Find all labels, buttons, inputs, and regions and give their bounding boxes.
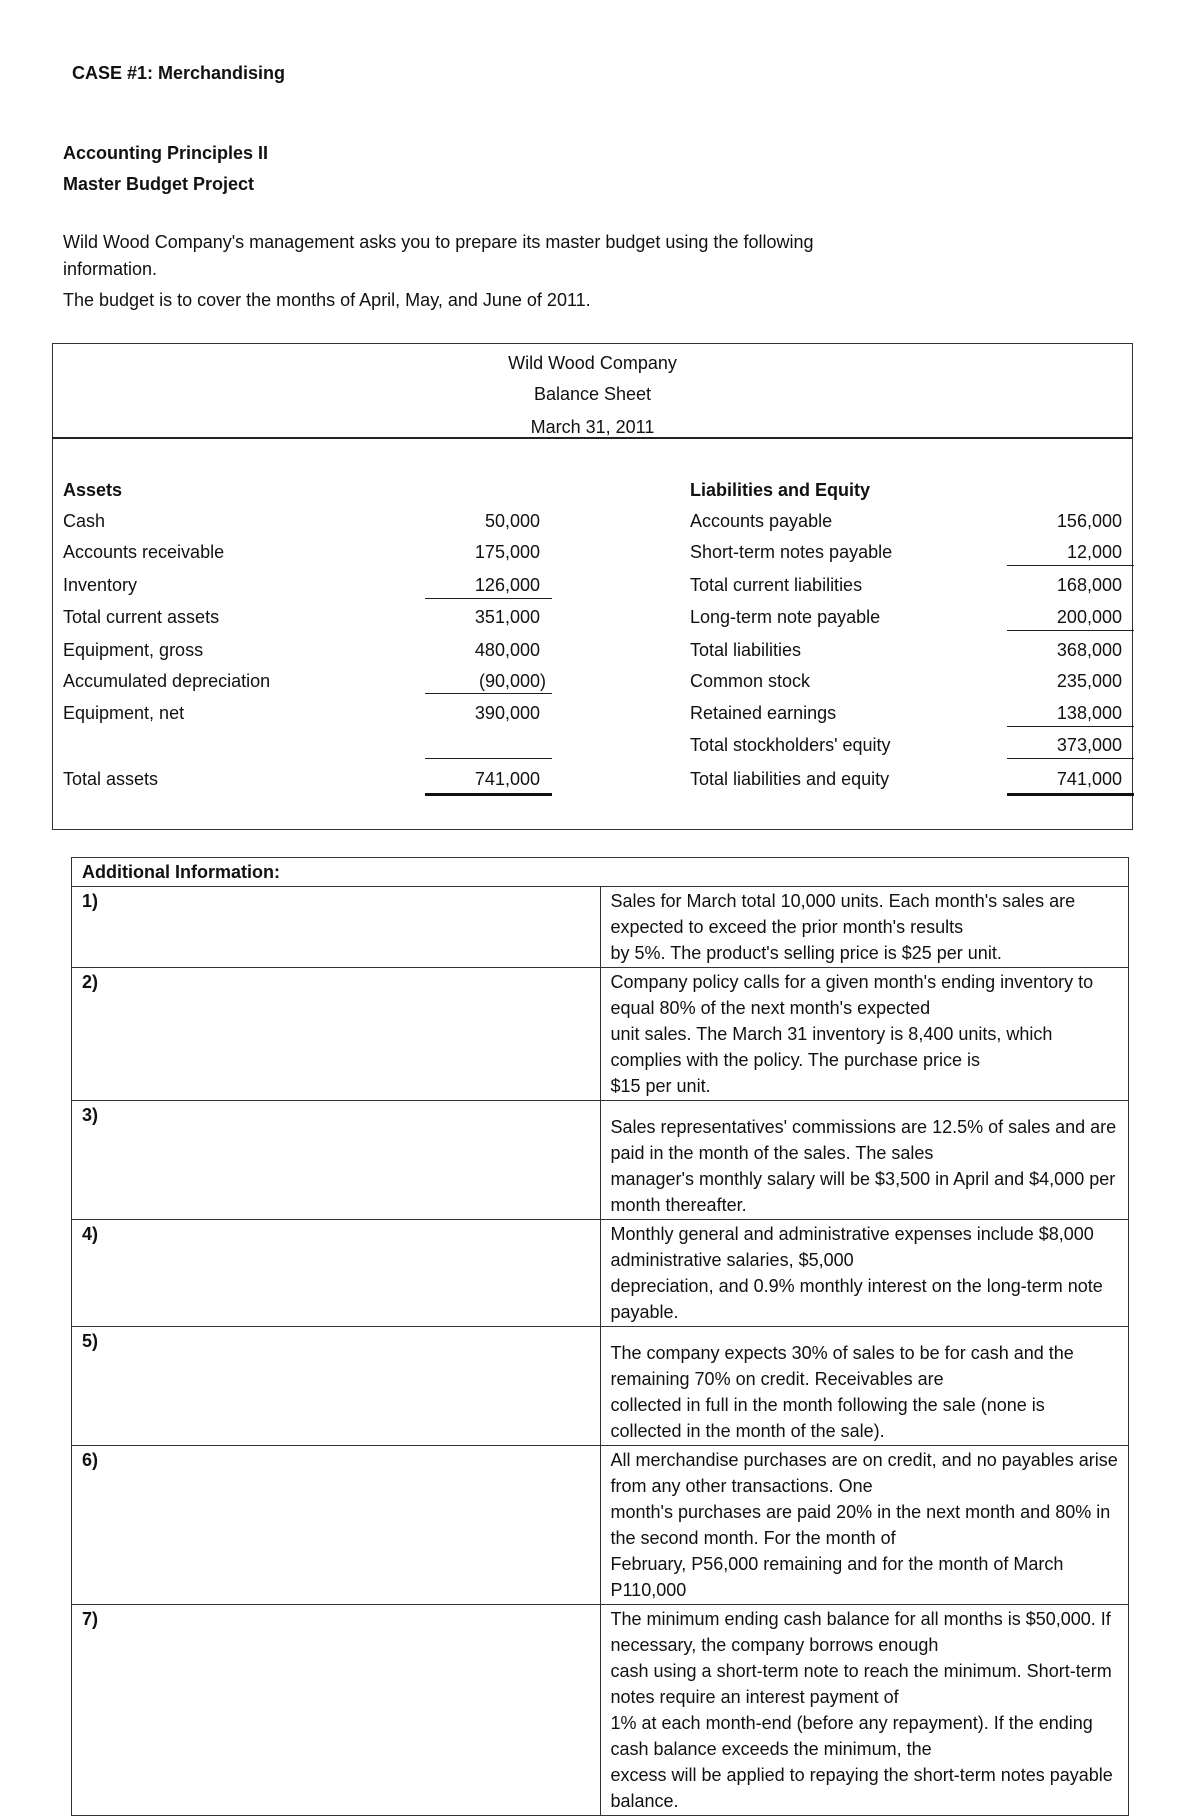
- asset-label-cash: Cash: [63, 511, 106, 531]
- asset-label-total: Total assets: [63, 769, 159, 789]
- liability-label-long-term-note: Long-term note payable: [690, 607, 881, 627]
- rule-total-liabilities: [1007, 630, 1134, 631]
- liability-label-short-term-notes: Short-term notes payable: [690, 542, 893, 562]
- asset-value-equipment-gross: 480,000: [474, 640, 540, 660]
- info-line: 1% at each month-end (before any repayment). If the ending cash balance exceeds the minimum, the: [610, 1713, 1093, 1759]
- asset-value-cash: 50,000: [484, 511, 540, 531]
- info-number: 7): [72, 1605, 601, 1816]
- equity-label-total: Total stockholders' equity: [690, 735, 891, 755]
- info-line: Sales representatives' commissions are 12.5% of sales and are paid in the month of the sales. The sales: [610, 1117, 1117, 1163]
- info-line: unit sales. The March 31 inventory is 8,400 units, which complies with the policy. The purchase price is: [610, 1024, 1053, 1070]
- info-text: [600, 1327, 1129, 1446]
- info-line: $15 per unit.: [610, 1076, 711, 1096]
- asset-label-inventory: Inventory: [63, 575, 138, 595]
- course-heading: Accounting Principles II: [63, 143, 269, 163]
- rule-accumulated-depreciation: [425, 693, 552, 694]
- rule-current-assets: [425, 598, 552, 599]
- info-number: 6): [72, 1446, 601, 1605]
- info-text: [600, 1220, 1129, 1327]
- info-text: [600, 887, 1129, 968]
- liability-value-long-term-note: 200,000: [1056, 607, 1122, 627]
- liabilities-equity-value-total: 741,000: [1056, 769, 1122, 789]
- liability-value-total-current: 168,000: [1056, 575, 1122, 595]
- asset-label-equipment-net: Equipment, net: [63, 703, 185, 723]
- asset-label-accumulated-depreciation: Accumulated depreciation: [63, 671, 271, 691]
- liability-label-total: Total liabilities: [690, 640, 802, 660]
- asset-value-accumulated-depreciation: (90,000): [478, 671, 546, 691]
- rule-before-total-assets: [425, 758, 552, 759]
- info-line: collected in full in the month following the sale (none is collected in the month of the sale).: [610, 1395, 1045, 1441]
- info-line: manager's monthly salary will be $3,500 in April and $4,000 per month thereafter.: [610, 1169, 1116, 1215]
- additional-info-header-row: [72, 858, 1129, 887]
- asset-value-total-current: 351,000: [474, 607, 540, 627]
- info-row-2: [72, 968, 1129, 1101]
- balance-sheet-date: March 31, 2011: [530, 417, 655, 437]
- asset-label-total-current: Total current assets: [63, 607, 220, 627]
- info-line: by 5%. The product's selling price is $25 per unit.: [610, 943, 1002, 963]
- info-line: Company policy calls for a given month's ending inventory to equal 80% of the next month's expected: [610, 972, 1094, 1018]
- asset-value-receivable: 175,000: [474, 542, 540, 562]
- info-number: 5): [72, 1327, 601, 1446]
- case-title: CASE #1: Merchandising: [72, 63, 286, 83]
- info-number: 3): [72, 1101, 601, 1220]
- equity-value-retained-earnings: 138,000: [1056, 703, 1122, 723]
- intro-line-2: information.: [63, 259, 158, 279]
- liability-value-short-term-notes: 12,000: [1066, 542, 1122, 562]
- equity-value-common-stock: 235,000: [1056, 671, 1122, 691]
- info-line: All merchandise purchases are on credit, and no payables arise from any other transactions. One: [610, 1450, 1118, 1496]
- info-text: [600, 1101, 1129, 1220]
- info-line: depreciation, and 0.9% monthly interest on the long-term note payable.: [610, 1276, 1103, 1322]
- double-rule-total-assets: [425, 793, 552, 796]
- additional-info-header: Additional Information:: [72, 858, 1129, 887]
- info-number: 2): [72, 968, 601, 1101]
- info-number: 1): [72, 887, 601, 968]
- intro-line-3: The budget is to cover the months of April, May, and June of 2011.: [63, 290, 591, 310]
- asset-value-equipment-net: 390,000: [474, 703, 540, 723]
- liability-value-total: 368,000: [1056, 640, 1122, 660]
- balance-sheet-header-divider: [52, 437, 1133, 439]
- intro-line-1: Wild Wood Company's management asks you to prepare its master budget using the following: [63, 232, 814, 252]
- rule-current-liabilities: [1007, 565, 1134, 566]
- equity-value-total: 373,000: [1056, 735, 1122, 755]
- liabilities-header: Liabilities and Equity: [690, 480, 871, 500]
- info-row-5: [72, 1327, 1129, 1446]
- balance-sheet-company: Wild Wood Company: [508, 353, 677, 373]
- liability-label-accounts-payable: Accounts payable: [690, 511, 833, 531]
- info-line: The company expects 30% of sales to be for cash and the remaining 70% on credit. Receivables are: [610, 1343, 1074, 1389]
- info-line: Sales for March total 10,000 units. Each month's sales are expected to exceed the prior month's results: [610, 891, 1076, 937]
- asset-value-inventory: 126,000: [474, 575, 540, 595]
- liabilities-equity-label-total: Total liabilities and equity: [690, 769, 890, 789]
- liability-value-accounts-payable: 156,000: [1056, 511, 1122, 531]
- info-line: month's purchases are paid 20% in the next month and 80% in the second month. For the month of: [610, 1502, 1111, 1548]
- info-line: February, P56,000 remaining and for the month of March P110,000: [610, 1554, 1064, 1600]
- equity-label-retained-earnings: Retained earnings: [690, 703, 837, 723]
- asset-label-equipment-gross: Equipment, gross: [63, 640, 204, 660]
- assets-header: Assets: [63, 480, 123, 500]
- info-text: [600, 968, 1129, 1101]
- asset-value-total: 741,000: [474, 769, 540, 789]
- balance-sheet-title: Balance Sheet: [533, 384, 652, 404]
- equity-label-common-stock: Common stock: [690, 671, 811, 691]
- additional-info-table: [71, 857, 1129, 1816]
- info-row-4: [72, 1220, 1129, 1327]
- info-line: Monthly general and administrative expenses include $8,000 administrative salaries, $5,000: [610, 1224, 1094, 1270]
- info-line: The minimum ending cash balance for all months is $50,000. If necessary, the company borrows enough: [610, 1609, 1111, 1655]
- info-row-7: [72, 1605, 1129, 1816]
- info-line: cash using a short-term note to reach the minimum. Short-term notes require an interest payment of: [610, 1661, 1112, 1707]
- project-heading: Master Budget Project: [63, 174, 255, 194]
- info-number: 4): [72, 1220, 601, 1327]
- rule-stockholders-equity: [1007, 726, 1134, 727]
- rule-before-total-liabilities-equity: [1007, 758, 1134, 759]
- info-row-3: [72, 1101, 1129, 1220]
- info-row-1: [72, 887, 1129, 968]
- liability-label-total-current: Total current liabilities: [690, 575, 863, 595]
- double-rule-total-liabilities-equity: [1007, 793, 1134, 796]
- asset-label-receivable: Accounts receivable: [63, 542, 225, 562]
- info-row-6: [72, 1446, 1129, 1605]
- info-text: [600, 1446, 1129, 1605]
- info-line: excess will be applied to repaying the short-term notes payable balance.: [610, 1765, 1113, 1811]
- info-text: [600, 1605, 1129, 1816]
